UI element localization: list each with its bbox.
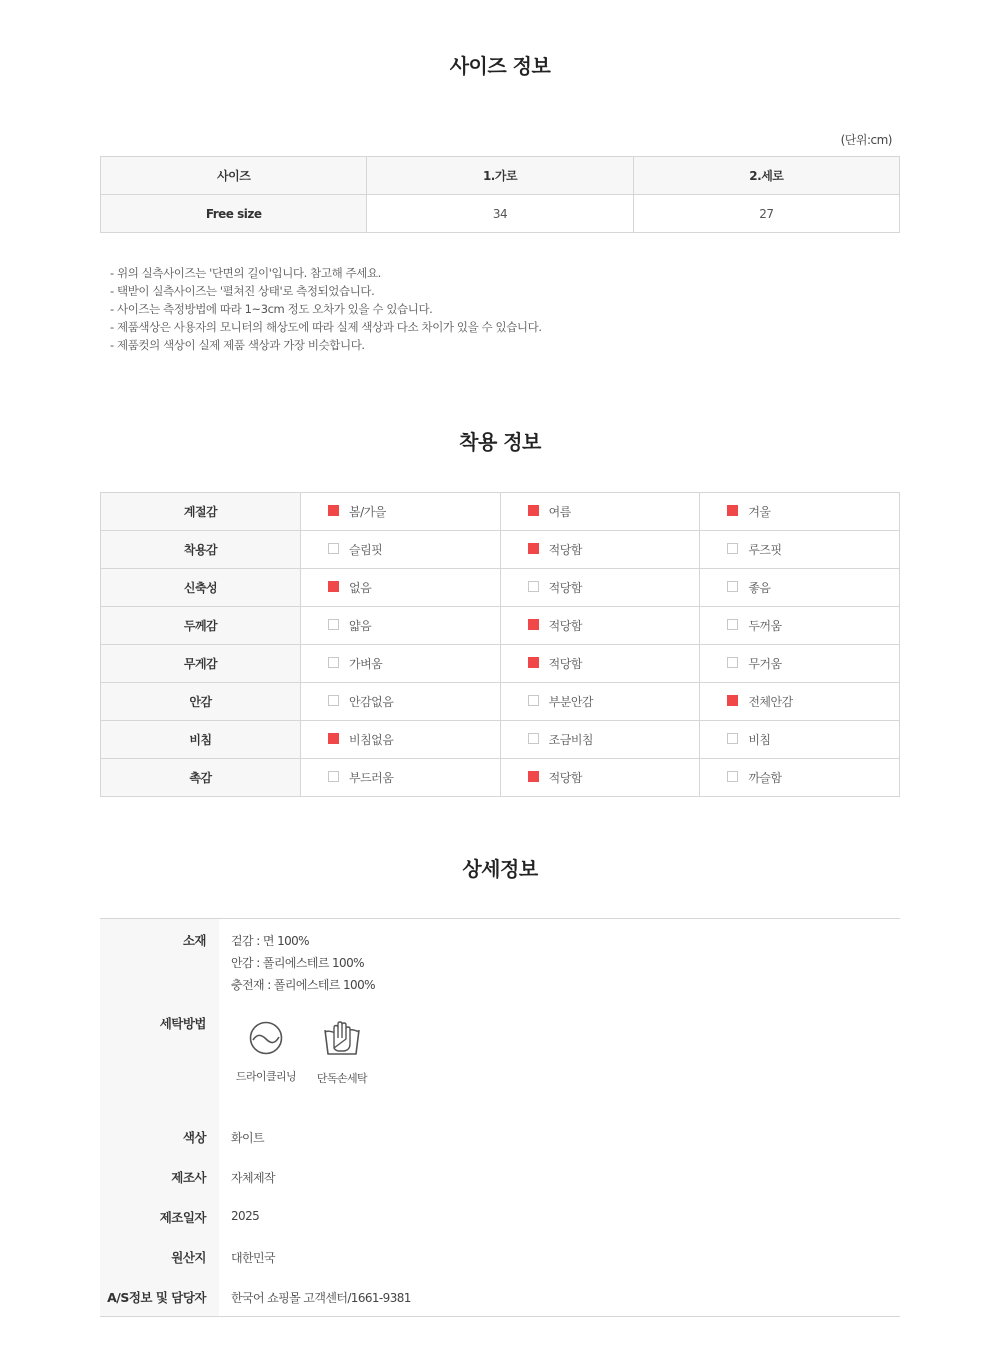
fit-option-label: 조금비침 (548, 733, 594, 747)
fit-option-label: 부분안감 (548, 695, 594, 709)
size-unit-label: (단위:cm) (840, 133, 892, 147)
size-header-cell: 1.가로 (367, 157, 633, 195)
unchecked-box-icon (727, 581, 738, 592)
fit-row-label: 착용감 (101, 531, 301, 569)
size-header-cell: 2.세로 (633, 157, 899, 195)
unchecked-box-icon (328, 543, 339, 554)
material-line: 겉감 : 면 100% (231, 934, 309, 948)
fit-option-label: 적당함 (548, 771, 582, 785)
fit-option-label: 여름 (548, 505, 571, 519)
fit-option-label: 얇음 (349, 619, 372, 633)
fit-option-label: 슬림핏 (349, 543, 383, 557)
checked-box-icon (528, 505, 539, 516)
fit-option (700, 759, 900, 797)
checked-box-icon (727, 695, 738, 706)
size-table (100, 156, 900, 233)
fit-option-label: 좋음 (748, 581, 771, 595)
fit-option (500, 607, 700, 645)
fit-option-label: 부드러움 (349, 771, 394, 785)
checked-box-icon (528, 619, 539, 630)
fit-option (700, 493, 900, 531)
fit-option (301, 683, 501, 721)
date-value: 2025 (231, 1209, 260, 1223)
care-label: 단독손세탁 (316, 1072, 368, 1085)
checked-box-icon (328, 505, 339, 516)
size-note: - 위의 실측사이즈는 '단면의 길이'입니다. 참고해 주세요. (110, 266, 381, 280)
fit-option (700, 645, 900, 683)
size-note: - 제품색상은 사용자의 모니터의 해상도에 따라 실제 색상과 다소 차이가 있을 수 있습니다. (110, 320, 542, 334)
maker-value: 자체제작 (231, 1171, 275, 1185)
fit-option-label: 적당함 (548, 657, 582, 671)
fit-option (301, 759, 501, 797)
care-label: 드라이클리닝 (235, 1070, 297, 1083)
material-line: 안감 : 폴리에스테르 100% (231, 956, 364, 970)
unchecked-box-icon (528, 695, 539, 706)
unchecked-box-icon (727, 733, 738, 744)
checked-box-icon (328, 581, 339, 592)
unchecked-box-icon (328, 695, 339, 706)
fit-row (101, 531, 900, 569)
unchecked-box-icon (328, 771, 339, 782)
fit-option (301, 569, 501, 607)
fit-table (100, 492, 900, 797)
fit-row (101, 759, 900, 797)
fit-option (700, 531, 900, 569)
fit-row-label: 안감 (101, 683, 301, 721)
fit-row (101, 721, 900, 759)
fit-option-label: 전체안감 (748, 695, 793, 709)
size-value-height: 27 (633, 195, 899, 233)
size-value-width: 34 (367, 195, 633, 233)
fit-option-label: 가벼움 (349, 657, 383, 671)
fit-row-label: 무게감 (101, 645, 301, 683)
fit-option (700, 721, 900, 759)
fit-row (101, 493, 900, 531)
fit-row (101, 683, 900, 721)
checked-box-icon (727, 505, 738, 516)
fit-option-label: 비침 (748, 733, 771, 747)
fit-option (301, 721, 501, 759)
wash-label: 세탁방법 (159, 1016, 206, 1031)
fit-option (700, 607, 900, 645)
fit-option-label: 무거움 (748, 657, 782, 671)
date-label: 제조일자 (159, 1210, 206, 1225)
fit-option (700, 683, 900, 721)
fit-row (101, 607, 900, 645)
fit-option-label: 봄/가을 (349, 505, 386, 519)
detail-top-divider (100, 918, 900, 919)
fit-option-label: 비침없음 (349, 733, 394, 747)
fit-row-label: 촉감 (101, 759, 301, 797)
fit-option-label: 적당함 (548, 581, 582, 595)
fit-row (101, 569, 900, 607)
size-row-name: Free size (101, 195, 367, 233)
fit-option (301, 531, 501, 569)
fit-option (500, 721, 700, 759)
checked-box-icon (528, 771, 539, 782)
fit-option (301, 645, 501, 683)
hand-wash-icon (322, 1020, 362, 1058)
size-note: - 사이즈는 측정방법에 따라 1~3cm 정도 오차가 있을 수 있습니다. (110, 302, 433, 316)
fit-option (500, 531, 700, 569)
fit-option-label: 루즈핏 (748, 543, 782, 557)
unchecked-box-icon (328, 657, 339, 668)
unchecked-box-icon (727, 657, 738, 668)
fit-option (500, 759, 700, 797)
fit-option-label: 겨울 (748, 505, 771, 519)
fit-option (500, 569, 700, 607)
fit-option-label: 두꺼움 (748, 619, 782, 633)
size-section-title: 사이즈 정보 (449, 54, 551, 78)
unchecked-box-icon (727, 543, 738, 554)
size-table-header (101, 157, 900, 195)
color-label: 색상 (182, 1130, 206, 1145)
size-note: - 택받이 실측사이즈는 '펼쳐진 상태'로 측정되었습니다. (110, 284, 375, 298)
size-notes (110, 264, 542, 354)
fit-option-label: 적당함 (548, 543, 582, 557)
origin-value: 대한민국 (231, 1251, 275, 1265)
fit-option-label: 적당함 (548, 619, 582, 633)
fit-option (500, 683, 700, 721)
care-item-hand-wash (307, 1020, 377, 1086)
care-item-dry-clean (231, 1020, 301, 1084)
as-value: 한국어 쇼핑몰 고객센터/1661-9381 (231, 1291, 411, 1305)
material-line: 충전재 : 폴리에스테르 100% (231, 978, 375, 992)
detail-bottom-divider (100, 1316, 900, 1317)
size-table-row (101, 195, 900, 233)
fit-option (500, 493, 700, 531)
fit-option (301, 607, 501, 645)
unchecked-box-icon (528, 733, 539, 744)
detail-section-title: 상세정보 (462, 857, 538, 881)
fit-row-label: 두께감 (101, 607, 301, 645)
color-value: 화이트 (231, 1131, 264, 1145)
fit-option-label: 없음 (349, 581, 372, 595)
unchecked-box-icon (528, 581, 539, 592)
origin-label: 원산지 (171, 1250, 206, 1265)
unchecked-box-icon (727, 771, 738, 782)
fit-option-label: 안감없음 (349, 695, 394, 709)
fit-option (301, 493, 501, 531)
fit-row-label: 신축성 (101, 569, 301, 607)
size-note: - 제품컷의 색상이 실제 제품 색상과 가장 비슷합니다. (110, 338, 365, 352)
fit-section-title: 착용 정보 (459, 430, 541, 454)
fit-option-label: 까슬함 (748, 771, 782, 785)
fit-option (500, 645, 700, 683)
dry-clean-icon (248, 1020, 284, 1056)
as-label: A/S정보 및 담당자 (107, 1290, 206, 1305)
checked-box-icon (528, 657, 539, 668)
checked-box-icon (328, 733, 339, 744)
fit-row-label: 계절감 (101, 493, 301, 531)
fit-row-label: 비침 (101, 721, 301, 759)
size-header-cell: 사이즈 (101, 157, 367, 195)
maker-label: 제조사 (171, 1170, 206, 1185)
unchecked-box-icon (328, 619, 339, 630)
material-label: 소재 (182, 933, 206, 948)
fit-row (101, 645, 900, 683)
checked-box-icon (528, 543, 539, 554)
fit-option (700, 569, 900, 607)
unchecked-box-icon (727, 619, 738, 630)
